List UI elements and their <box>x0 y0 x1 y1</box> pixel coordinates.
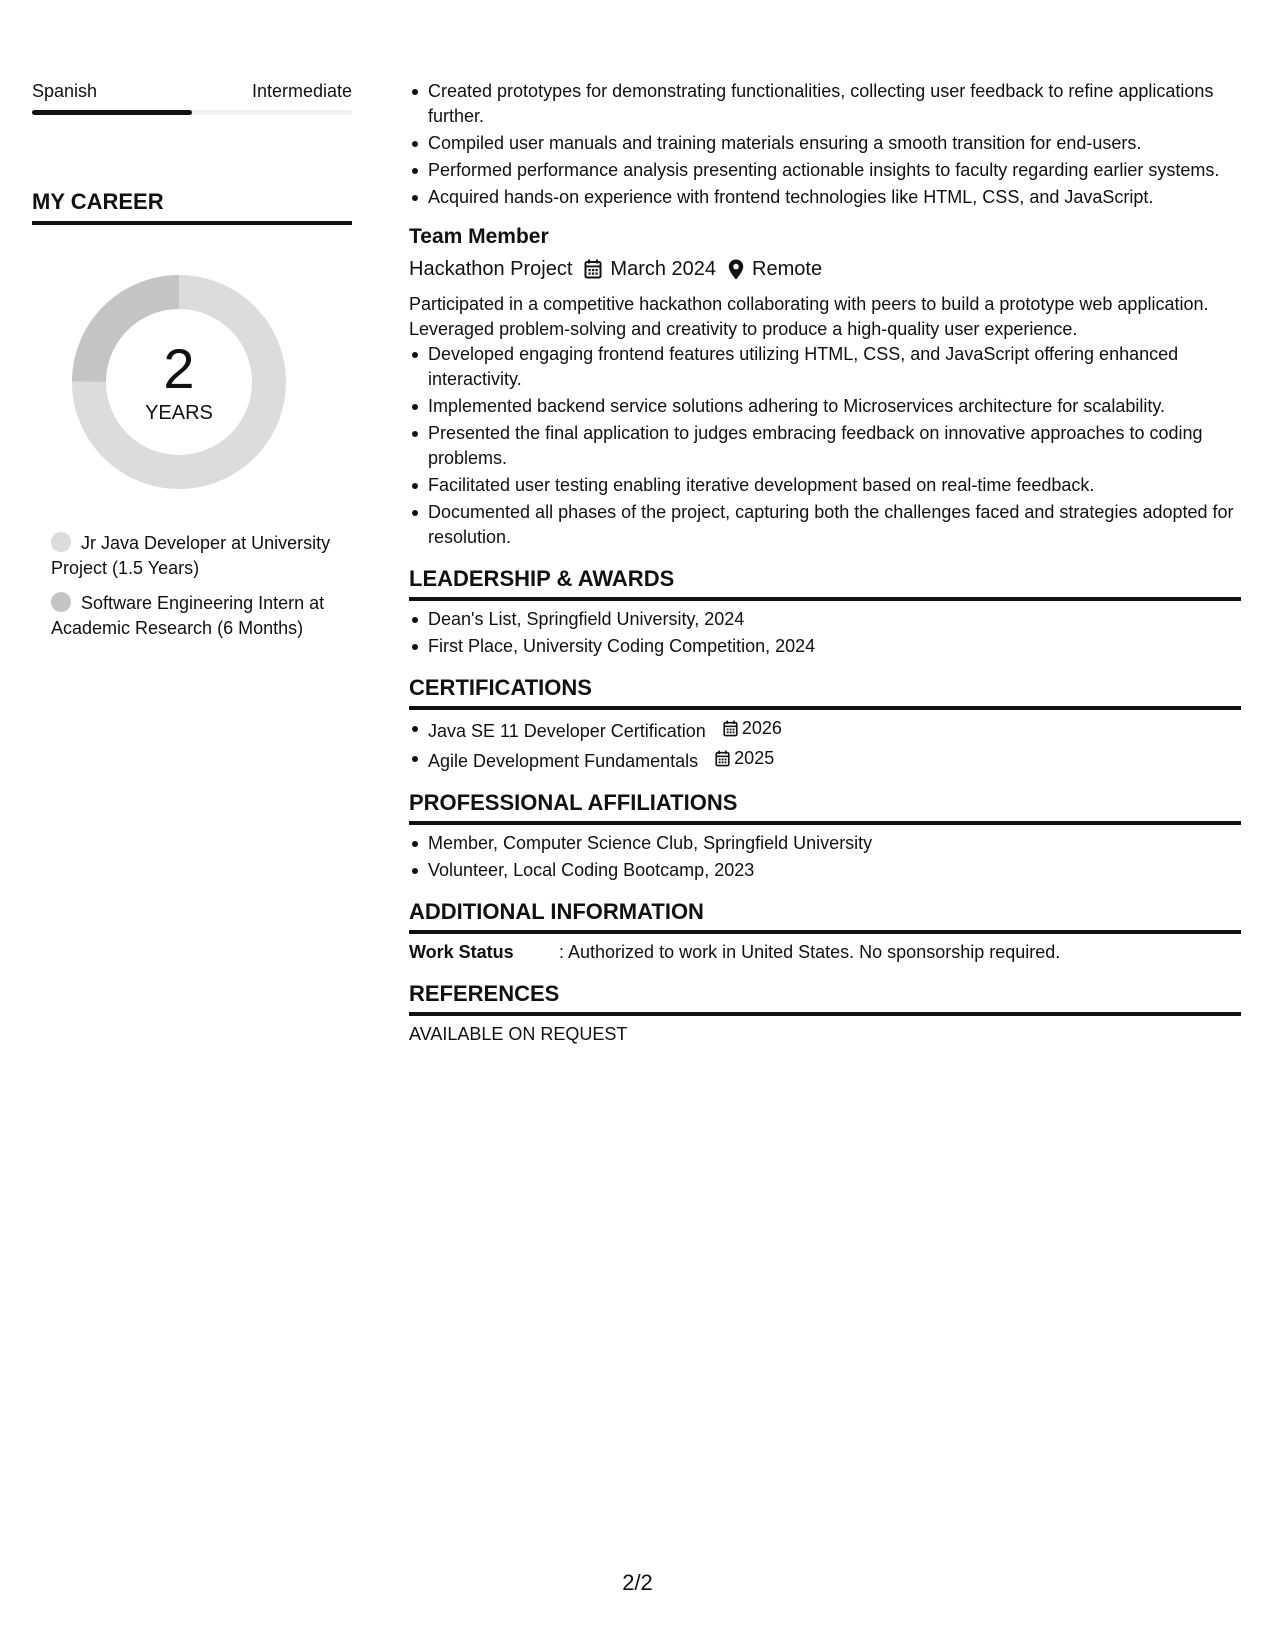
certifications-section <box>409 673 1241 774</box>
section-heading: CERTIFICATIONS <box>409 673 1241 710</box>
references-text: AVAILABLE ON REQUEST <box>409 1024 628 1044</box>
certification-year <box>723 716 782 741</box>
career-legend-item <box>51 591 331 641</box>
job-meta <box>409 254 1241 284</box>
language-proficiency-bar <box>32 110 352 115</box>
affiliations-section <box>409 788 1241 883</box>
career-heading: MY CAREER <box>32 189 352 225</box>
career-donut-chart <box>66 269 292 495</box>
previous-job-bullets <box>409 79 1241 210</box>
leadership-section <box>409 564 1241 659</box>
language-level: Intermediate <box>251 81 352 101</box>
job-location: Remote <box>752 258 823 280</box>
section-heading: REFERENCES <box>409 979 1241 1016</box>
list-item: Developed engaging frontend features utilizing HTML, CSS, and JavaScript offering enhanced interactivity. <box>428 342 1241 392</box>
career-total-unit: YEARS <box>145 402 213 424</box>
language-row <box>32 78 352 104</box>
certification-name: Agile Development Fundamentals <box>428 751 699 771</box>
certification-year <box>715 746 774 771</box>
list-item: First Place, University Coding Competition, 2024 <box>428 634 1241 659</box>
certification-year-text: 2025 <box>734 748 775 768</box>
page-number: 2/2 <box>622 1570 653 1595</box>
calendar-icon <box>584 259 602 279</box>
list-item: Acquired hands-on experience with frontend technologies like HTML, CSS, and JavaScript. <box>428 185 1241 210</box>
sidebar <box>32 78 352 651</box>
certification-year-text: 2026 <box>741 718 782 738</box>
career-legend-item <box>51 531 331 581</box>
list-item: Documented all phases of the project, capturing both the challenges faced and strategies adopted for resolution. <box>428 500 1241 550</box>
list-item: Presented the final application to judges embracing feedback on innovative approaches to coding problems. <box>428 421 1241 471</box>
list-item <box>428 746 1241 774</box>
list-item: Created prototypes for demonstrating functionalities, collecting user feedback to refine applications further. <box>428 79 1241 129</box>
section-heading: PROFESSIONAL AFFILIATIONS <box>409 788 1241 825</box>
career-donut-center <box>66 269 292 495</box>
calendar-icon <box>723 720 738 737</box>
legend-dot-icon <box>51 532 71 552</box>
list-item: Implemented backend service solutions adhering to Microservices architecture for scalability. <box>428 394 1241 419</box>
main-content <box>409 79 1241 1047</box>
job-organization: Hackathon Project <box>409 258 573 280</box>
leadership-list <box>409 607 1241 659</box>
list-item: Volunteer, Local Coding Bootcamp, 2023 <box>428 858 1241 883</box>
references-section <box>409 979 1241 1047</box>
calendar-icon <box>715 750 730 767</box>
language-proficiency-fill <box>32 110 192 115</box>
list-item: Performed performance analysis presenting actionable insights to faculty regarding earlier systems. <box>428 158 1241 183</box>
list-item: Dean's List, Springfield University, 2024 <box>428 607 1241 632</box>
language-name: Spanish <box>32 81 98 101</box>
list-item: Member, Computer Science Club, Springfield University <box>428 831 1241 856</box>
job-title: Team Member <box>409 225 549 248</box>
career-legend-label: Software Engineering Intern at Academic Research (6 Months) <box>51 593 325 638</box>
list-item: Compiled user manuals and training materials ensuring a smooth transition for end-users. <box>428 131 1241 156</box>
career-legend-label: Jr Java Developer at University Project (1.5 Years) <box>51 533 331 578</box>
work-status-value: : Authorized to work in United States. No sponsorship required. <box>559 942 1061 962</box>
section-heading: ADDITIONAL INFORMATION <box>409 897 1241 934</box>
work-status-row <box>409 940 1241 965</box>
list-item: Facilitated user testing enabling iterative development based on real-time feedback. <box>428 473 1241 498</box>
career-total-number: 2 <box>163 337 195 400</box>
job-date: March 2024 <box>610 258 717 280</box>
location-pin-icon <box>728 259 744 280</box>
affiliations-list <box>409 831 1241 883</box>
work-status-label: Work Status <box>409 942 514 962</box>
certification-name: Java SE 11 Developer Certification <box>428 721 706 741</box>
section-heading: LEADERSHIP & AWARDS <box>409 564 1241 601</box>
additional-info-section <box>409 897 1241 965</box>
list-item <box>428 716 1241 744</box>
legend-dot-icon <box>51 592 71 612</box>
certifications-list <box>409 716 1241 774</box>
career-legend <box>32 531 331 641</box>
job-bullets <box>409 342 1241 550</box>
job-description: Participated in a competitive hackathon collaborating with peers to build a prototype web application. Leveraged problem-solving and creativity to produce a high-quality user experience. <box>409 294 1209 339</box>
